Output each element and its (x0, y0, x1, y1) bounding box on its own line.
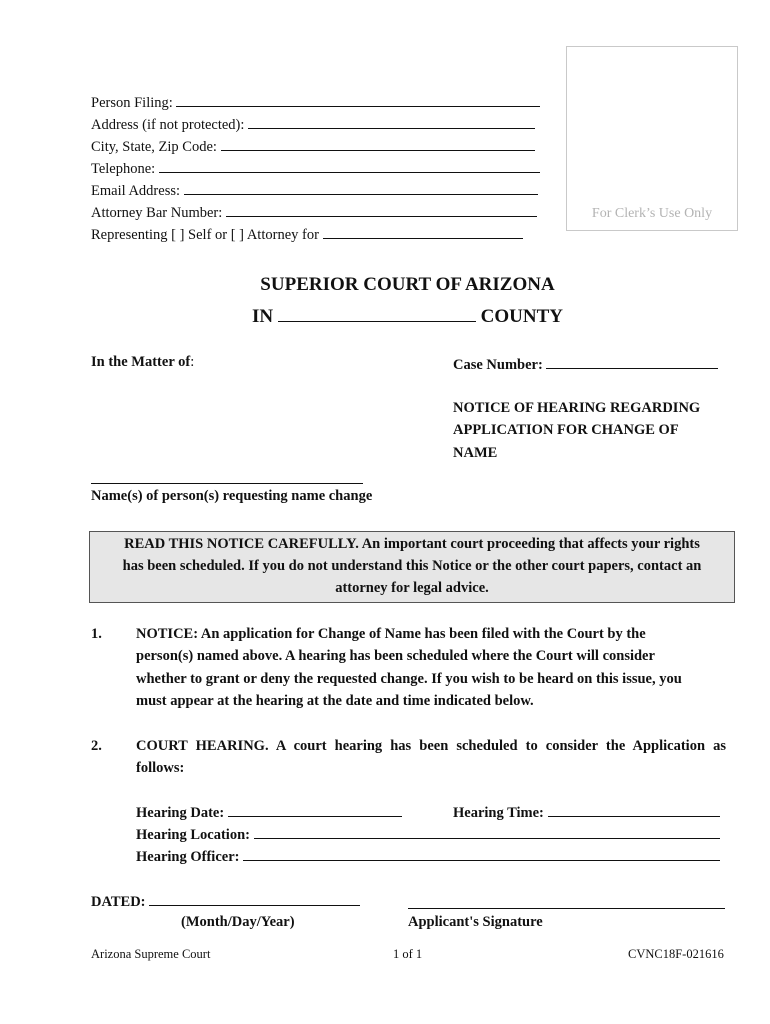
hearing-location-label: Hearing Location: (136, 827, 250, 843)
address-row (91, 114, 535, 136)
hearing-date-row (136, 802, 402, 822)
page-number: 1 of 1 (393, 947, 423, 961)
matter-heading (91, 354, 194, 371)
document-title-line: NAME (453, 444, 498, 461)
court-title: SUPERIOR COURT OF ARIZONA (260, 274, 555, 295)
document-title-line: APPLICATION FOR CHANGE OF (453, 422, 679, 439)
notice-line: READ THIS NOTICE CAREFULLY. An important court proceeding that affects your rights (124, 536, 700, 552)
hearing-date-label: Hearing Date: (136, 805, 225, 821)
hearing-date-field[interactable] (228, 802, 402, 817)
section-1-line: person(s) named above. A hearing has been scheduled where the Court will consider (136, 648, 655, 665)
hearing-time-field[interactable] (548, 802, 720, 817)
document-title-line: NOTICE OF HEARING REGARDING (453, 400, 701, 416)
county-line (0, 304, 770, 328)
hearing-time-row (453, 802, 720, 822)
section-1-line: whether to grant or deny the requested change. If you wish to be heard on this issue, you (136, 670, 682, 687)
section-2-number: 2. (91, 738, 102, 754)
dated-row (91, 891, 360, 911)
dated-field[interactable] (149, 891, 360, 906)
names-caption: Name(s) of person(s) requesting name change (91, 488, 373, 504)
county-label: COUNTY (480, 306, 563, 327)
dated-label: DATED: (91, 894, 146, 910)
document-title (453, 397, 700, 464)
footer-left: Arizona Supreme Court (91, 947, 211, 961)
county-field[interactable] (278, 304, 476, 322)
matter-colon: : (190, 354, 195, 370)
signature-field[interactable] (408, 894, 725, 909)
section-1-text (136, 623, 736, 713)
address-label: Address (if not protected): (91, 117, 245, 133)
hearing-officer-label: Hearing Officer: (136, 849, 240, 865)
hearing-officer-row (136, 846, 720, 866)
case-number-field[interactable] (546, 354, 718, 369)
section-2-line: follows: (136, 760, 185, 777)
section-1-line: must appear at the hearing at the date and time indicated below. (136, 693, 534, 710)
representing-field[interactable] (323, 224, 523, 239)
person-filing-row (91, 92, 540, 114)
bar-number-field[interactable] (226, 202, 537, 217)
bar-number-row (91, 202, 537, 224)
email-label: Email Address: (91, 183, 181, 199)
notice-line: attorney for legal advice. (335, 580, 489, 596)
city-field[interactable] (221, 136, 535, 151)
in-label: IN (252, 306, 274, 327)
form-code: CVNC18F-021616 (628, 947, 724, 961)
hearing-location-row (136, 824, 720, 844)
person-filing-label: Person Filing: (91, 95, 173, 111)
notice-line: has been scheduled. If you do not understand this Notice or the other court papers, contact an (122, 558, 702, 574)
hearing-officer-field[interactable] (243, 846, 720, 861)
address-field[interactable] (248, 114, 535, 129)
read-notice-box (89, 531, 735, 603)
email-row (91, 180, 538, 202)
email-field[interactable] (184, 180, 538, 195)
person-filing-field[interactable] (176, 92, 540, 107)
representing-row (91, 224, 523, 246)
section-1-number: 1. (91, 626, 102, 642)
telephone-label: Telephone: (91, 161, 156, 177)
hearing-time-label: Hearing Time: (453, 805, 544, 821)
case-number-label: Case Number: (453, 357, 543, 373)
date-caption: (Month/Day/Year) (181, 914, 295, 930)
hearing-location-field[interactable] (254, 824, 720, 839)
telephone-row (91, 158, 540, 180)
section-2-text (136, 735, 726, 780)
names-field[interactable] (91, 469, 363, 484)
representing-label: Representing [ ] Self or [ ] Attorney for (91, 227, 319, 243)
signature-caption: Applicant's Signature (408, 914, 543, 930)
telephone-field[interactable] (159, 158, 540, 173)
bar-number-label: Attorney Bar Number: (91, 205, 223, 221)
city-row (91, 136, 535, 158)
section-2-line: COURT HEARING. A court hearing has been scheduled to consider the Application as (136, 738, 726, 754)
matter-label: In the Matter of (91, 354, 191, 370)
city-label: City, State, Zip Code: (91, 139, 217, 155)
section-1-line: NOTICE: An application for Change of Name has been filed with the Court by the (136, 626, 646, 642)
clerk-use-label: For Clerk’s Use Only (591, 206, 713, 221)
case-number-row (453, 354, 718, 374)
clerk-use-box (566, 46, 738, 231)
